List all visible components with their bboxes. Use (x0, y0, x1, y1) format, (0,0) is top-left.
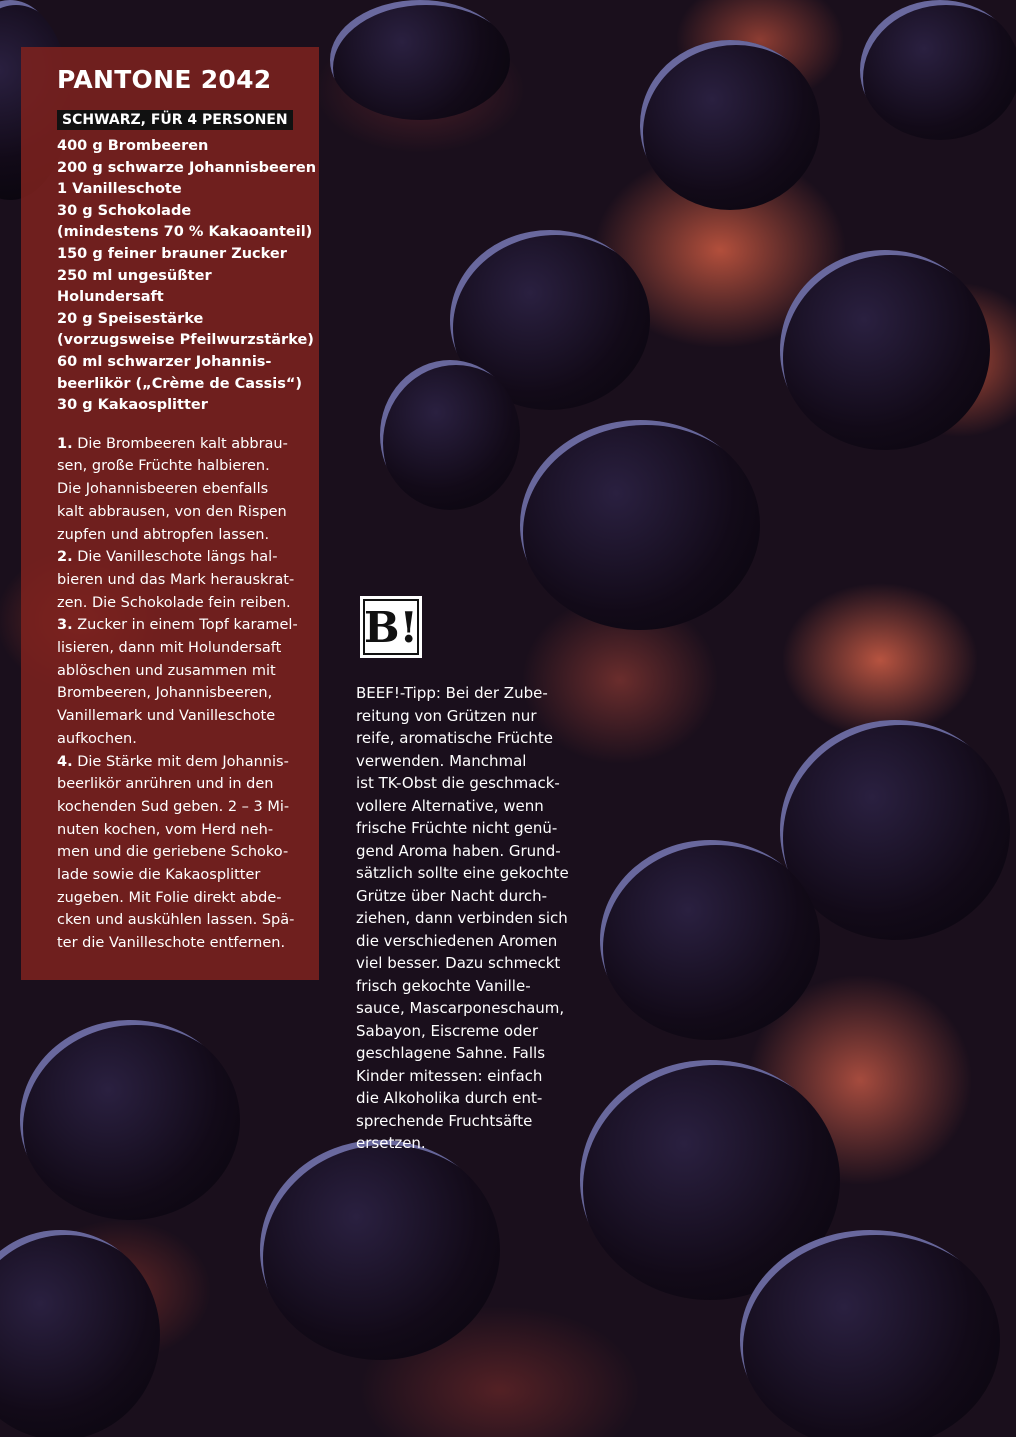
step-line: ablöschen und zusammen mit (57, 662, 276, 679)
step-line: beerlikör anrühren und in den (57, 776, 274, 793)
step-line: zen. Die Schokolade fein reiben. (57, 594, 291, 611)
berry (260, 1140, 500, 1360)
tip-line: die verschiedenen Aromen (356, 931, 558, 950)
tip-line: sätzlich sollte eine gekochte (356, 864, 569, 882)
ingredient-line: 30 g Schokolade (57, 202, 192, 219)
tip-line: BEEF!-Tipp: Bei der Zube- (356, 684, 548, 702)
step-line: nuten kochen, vom Herd neh- (57, 821, 274, 838)
step-text: Zucker in einem Topf karamel- (72, 617, 298, 634)
step-line (57, 751, 305, 774)
tip-line: die Alkoholika durch ent- (356, 1089, 543, 1107)
ingredient-line: 400 g Brombeeren (57, 138, 209, 154)
beef-logo-icon (360, 596, 422, 658)
step-number: 3. (57, 617, 73, 634)
step-line: men und die geriebene Schoko- (57, 844, 289, 861)
berry (0, 1230, 160, 1437)
step-line: bieren und das Mark herauskrat- (57, 571, 295, 588)
step-line: lisieren, dann mit Holundersaft (57, 640, 282, 657)
berry (600, 840, 820, 1040)
step-line (57, 433, 305, 456)
tip-line: verwenden. Manchmal (356, 751, 527, 770)
step-text: Die Vanilleschote längs hal- (72, 549, 278, 566)
tip-line: ersetzen. (356, 1134, 426, 1152)
tip-line: gend Aroma haben. Grund- (356, 841, 561, 860)
recipe-panel (21, 47, 319, 980)
berry (640, 40, 820, 210)
berry (860, 0, 1016, 140)
ingredient-line: 200 g schwarze Johannisbeeren (57, 159, 317, 176)
step-line: Die Johannisbeeren ebenfalls (57, 481, 269, 498)
ingredient-line: 150 g feiner brauner Zucker (57, 245, 287, 262)
ingredient-line: (vorzugsweise Pfeilwurzstärke) (57, 332, 314, 349)
tip-line: reitung von Grützen nur (356, 706, 537, 725)
beef-logo-mark: B! (363, 599, 419, 655)
step-line: sen, große Früchte halbieren. (57, 458, 270, 475)
berry (780, 250, 990, 450)
tip-line: Grütze über Nacht durch- (356, 886, 548, 905)
beef-tip-text (356, 682, 596, 1155)
tip-line: frisch gekochte Vanille- (356, 976, 531, 995)
ingredient-line: 60 ml schwarzer Johannis- (57, 353, 272, 370)
berry (780, 720, 1010, 940)
ingredient-line: (mindestens 70 % Kakaoanteil) (57, 224, 313, 241)
step-text: Die Brombeeren kalt abbrau- (72, 435, 288, 452)
tip-line: viel besser. Dazu schmeckt (356, 954, 561, 972)
step-number: 2. (57, 549, 73, 566)
step-line: Vanillemark und Vanilleschote (57, 708, 276, 725)
ingredient-line: 250 ml ungesüßter (57, 267, 212, 284)
step-line: Brombeeren, Johannisbeeren, (57, 685, 273, 702)
recipe-subtitle: SCHWARZ, FÜR 4 PERSONEN (57, 110, 293, 130)
step-line: zugeben. Mit Folie direkt abde- (57, 889, 282, 906)
berry (20, 1020, 240, 1220)
berry (330, 0, 510, 120)
tip-line: ziehen, dann verbinden sich (356, 909, 568, 927)
step-line: ter die Vanilleschote entfernen. (57, 935, 286, 952)
tip-line: reife, aromatische Früchte (356, 729, 553, 747)
step-line: cken und auskühlen lassen. Spä- (57, 912, 295, 929)
ingredient-line: beerlikör („Crème de Cassis“) (57, 375, 303, 392)
recipe-title: PANTONE 2042 (57, 65, 272, 94)
ingredient-line: Holundersaft (57, 289, 164, 306)
berry (740, 1230, 1000, 1437)
ingredient-line: 20 g Speisestärke (57, 310, 204, 327)
ingredient-line: 1 Vanilleschote (57, 181, 182, 198)
tip-line: Kinder mitessen: einfach (356, 1066, 543, 1085)
step-line (57, 614, 305, 637)
step-number: 4. (57, 753, 73, 770)
step-line: kalt abbrausen, von den Rispen (57, 503, 287, 520)
step-line: kochenden Sud geben. 2 – 3 Mi- (57, 798, 290, 815)
tip-line: Sabayon, Eiscreme oder (356, 1021, 538, 1040)
step-line: lade sowie die Kakaosplitter (57, 867, 261, 884)
step-line (57, 546, 305, 569)
ingredient-line: 30 g Kakaosplitter (57, 397, 208, 414)
ingredient-list (57, 136, 317, 417)
step-line: zupfen und abtropfen lassen. (57, 526, 270, 543)
tip-line: frische Früchte nicht genü- (356, 819, 558, 837)
step-text: Die Stärke mit dem Johannis- (72, 753, 289, 770)
berry (380, 360, 520, 510)
instruction-steps (57, 433, 305, 955)
tip-line: ist TK-Obst die geschmack- (356, 774, 560, 792)
tip-line: geschlagene Sahne. Falls (356, 1044, 546, 1062)
step-number: 1. (57, 435, 73, 452)
tip-line: sauce, Mascarponeschaum, (356, 999, 565, 1017)
tip-line: sprechende Fruchtsäfte (356, 1111, 533, 1130)
tip-line: vollere Alternative, wenn (356, 796, 544, 815)
step-line: aufkochen. (57, 730, 137, 747)
berry (520, 420, 760, 630)
